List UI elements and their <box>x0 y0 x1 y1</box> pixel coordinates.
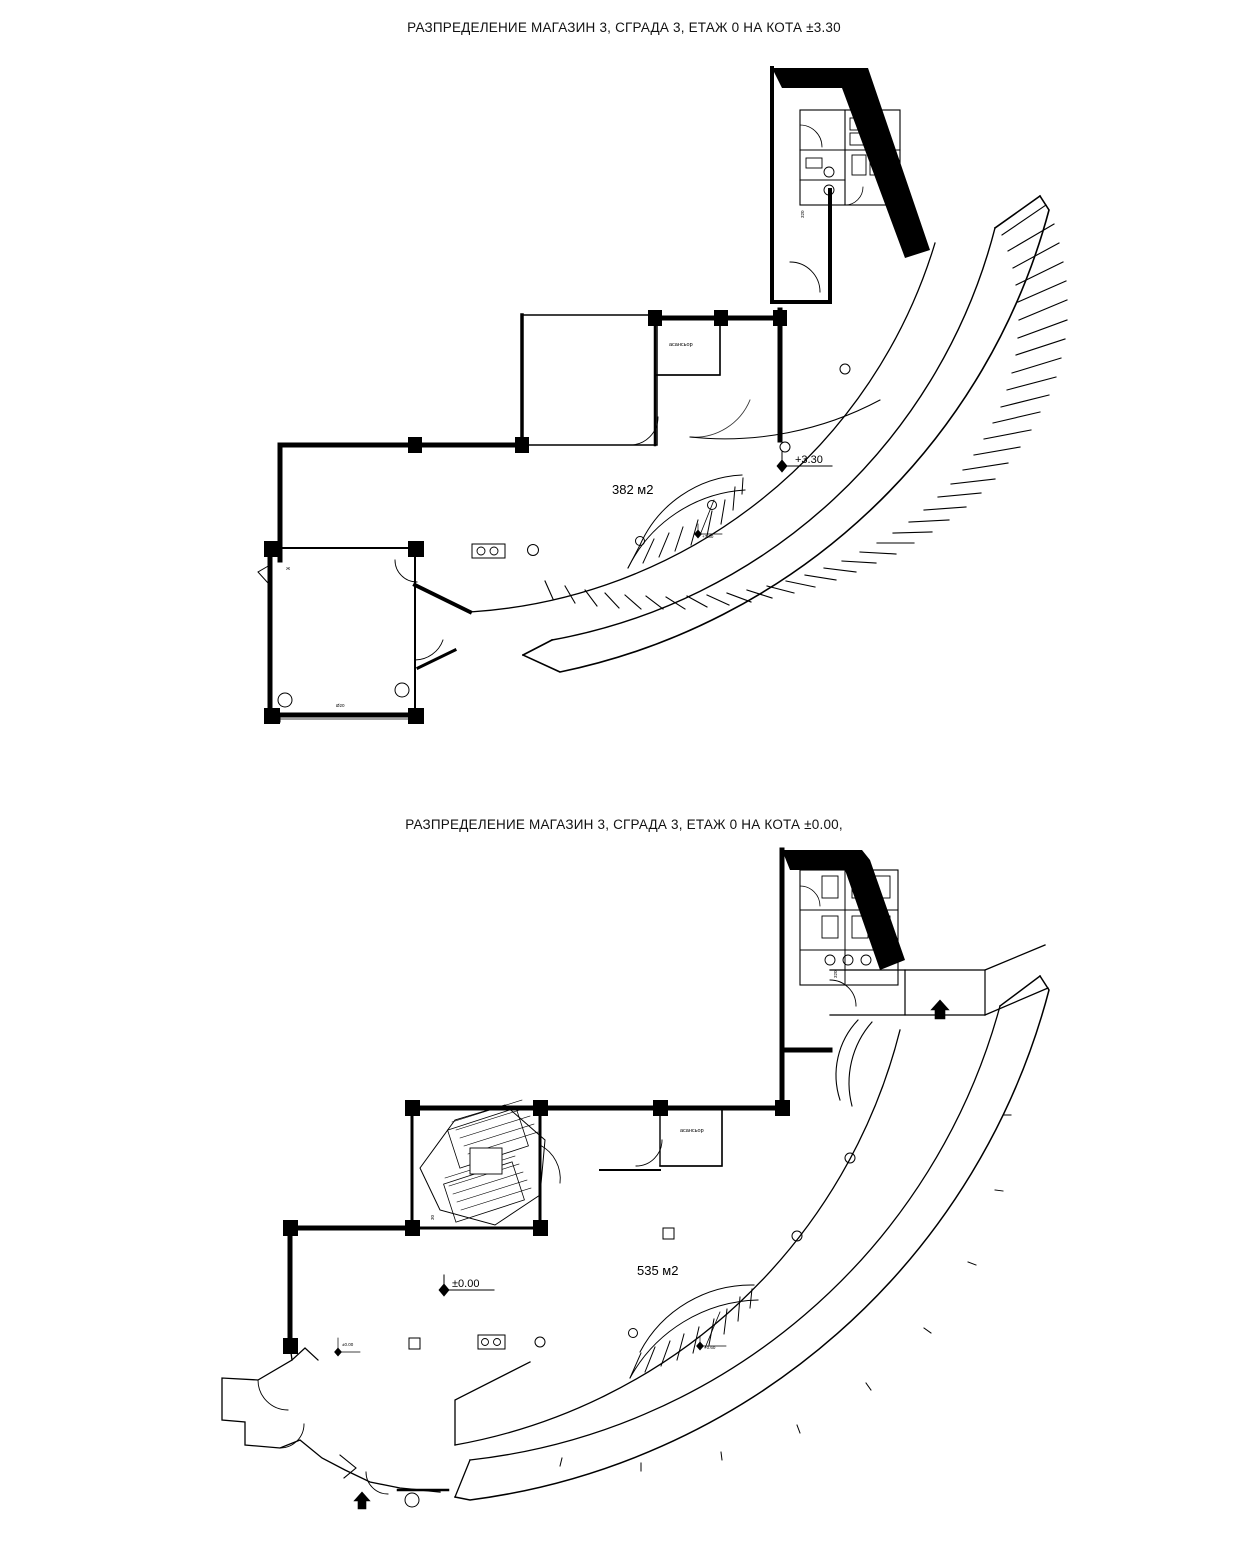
floor-plan-level-0-00 <box>0 800 1248 1552</box>
elevation-marker-000-secondary <box>335 1338 361 1356</box>
door-width-label-upper: Ø20 <box>336 703 345 708</box>
column-marker <box>663 1228 674 1239</box>
plan-svg-lower <box>0 800 1248 1552</box>
wc-core-left-wall <box>772 68 830 302</box>
elevator-label-upper: асансьор <box>669 342 693 348</box>
area-label-lower: 535 м2 <box>637 1263 679 1278</box>
column-marker <box>528 545 539 556</box>
plan-drawing-lower <box>0 800 1248 1552</box>
column-marker <box>535 1337 545 1347</box>
secondary-elevation-label-lower: ±0.00 <box>342 1342 354 1347</box>
elevation-label-lower: ±0.00 <box>452 1278 480 1290</box>
ramp-steps <box>545 205 1067 609</box>
plan-title-upper: РАЗПРЕДЕЛЕНИЕ МАГАЗИН 3, СГРАДА 3, ЕТАЖ 0 НА КОТА ±3.30 <box>407 20 841 35</box>
entry-arrow-lower <box>354 1492 370 1509</box>
vertical-dimension-tag-upper: 320 <box>800 210 805 218</box>
inner-arc-detail <box>690 400 880 439</box>
service-room <box>522 315 657 445</box>
column-marker <box>840 364 850 374</box>
column-marker <box>629 1329 638 1338</box>
column-marker <box>780 442 790 452</box>
terrace-outer-arc <box>523 196 1049 672</box>
vertical-dimension-tag-lower: 320 <box>833 970 838 978</box>
service-area-outline <box>222 1345 440 1492</box>
stair-elevation-label-upper: +3.30 <box>702 534 714 539</box>
elevator-label-lower: асансьор <box>680 1128 704 1134</box>
wc-core-wall <box>772 68 930 258</box>
shopfront-curve <box>470 243 935 612</box>
entry-arrow <box>931 1000 949 1019</box>
column-tag-lower: 30 <box>430 1214 435 1220</box>
wall-tag-upper: Ж <box>286 566 291 571</box>
plan-title-lower: РАЗПРЕДЕЛЕНИЕ МАГАЗИН 3, СГРАДА 3, ЕТАЖ 0 НА КОТА ±0.00, <box>405 817 843 832</box>
left-room <box>270 548 415 715</box>
elevator-shaft-lower <box>660 1108 722 1166</box>
column-marker <box>409 1338 420 1349</box>
vestibule <box>830 970 985 1015</box>
shopfront-curve-lower <box>455 1030 900 1445</box>
floor-fixture <box>478 1335 505 1349</box>
terrace-edge-ticks <box>560 1115 1011 1471</box>
terrace-inner-arc-lower <box>470 1006 1000 1460</box>
stair-elevation-label-lower: +0.60 <box>704 1345 716 1350</box>
area-label-upper: 382 м2 <box>612 482 654 497</box>
elevation-label-upper: +3.30 <box>795 454 823 466</box>
